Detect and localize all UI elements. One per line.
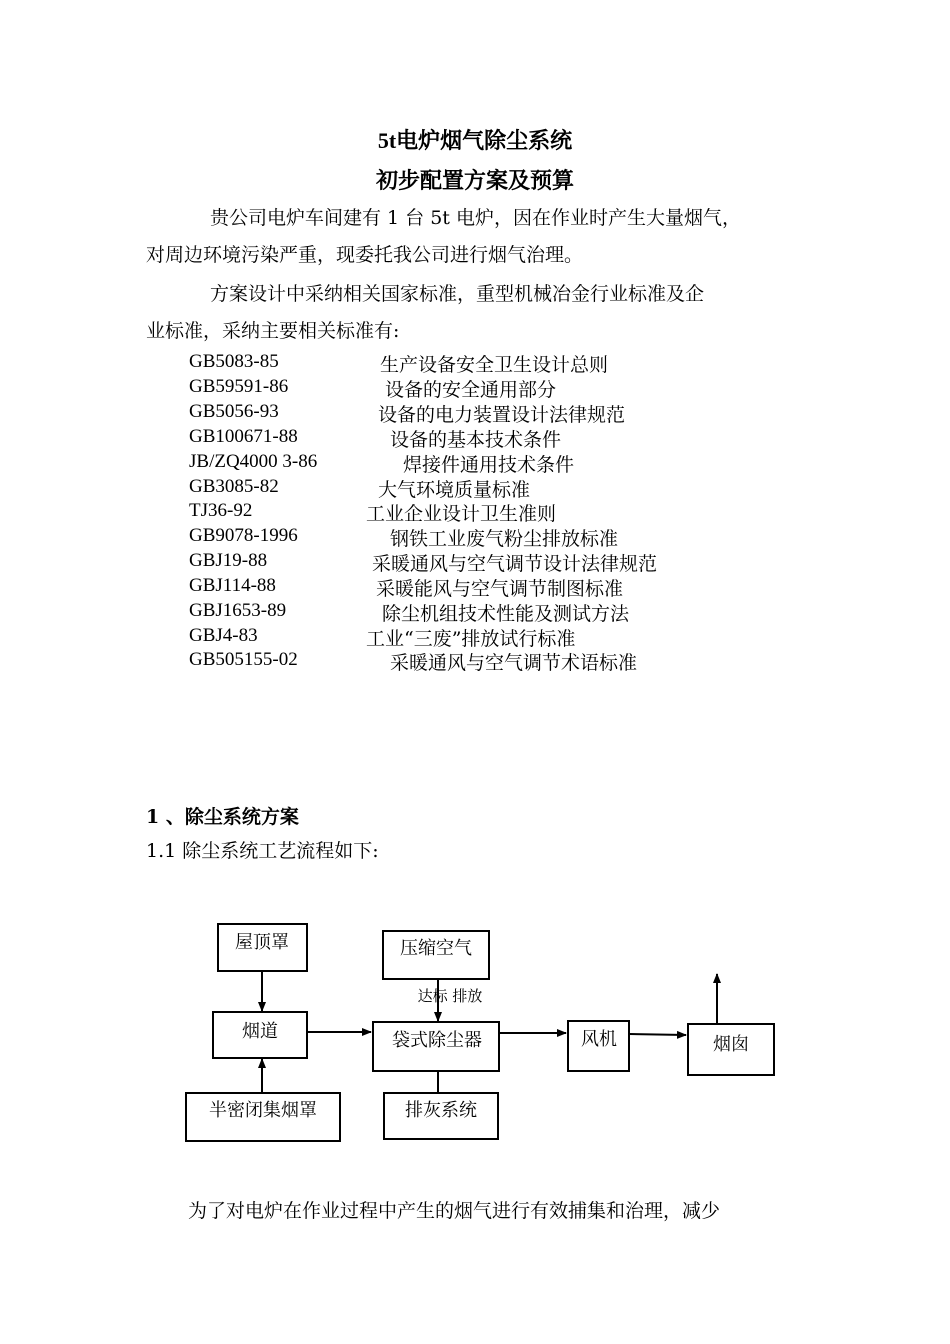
standard-code: GB5083-85	[189, 351, 279, 372]
roof-hood-label: 屋顶罩	[235, 932, 289, 953]
standard-name: 生产设备安全卫生设计总则	[380, 354, 609, 376]
discharge-label: 达标 排放	[417, 987, 483, 1005]
standard-code: GB5056-93	[189, 401, 279, 422]
intro-line-2: 对周边环境污染严重，现委托我公司进行烟气治理。	[146, 244, 584, 266]
standard-name: 设备的基本技术条件	[390, 429, 562, 451]
standard-name: 设备的电力装置设计法律规范	[378, 404, 626, 426]
standard-code: GB59591-86	[189, 376, 289, 397]
duct-label: 烟道	[242, 1021, 278, 1042]
chimney-label: 烟囱	[713, 1034, 749, 1055]
standard-name: 除尘机组技术性能及测试方法	[382, 603, 630, 625]
closing-line: 为了对电炉在作业过程中产生的烟气进行有效捕集和治理，减少	[188, 1200, 721, 1222]
semi-hood-label: 半密闭集烟罩	[209, 1100, 317, 1121]
document-title: 5t电炉烟气除尘系统	[377, 128, 573, 153]
standard-code: JB/ZQ4000 3-86	[189, 451, 318, 472]
standard-name: 工业企业设计卫生准则	[366, 503, 557, 525]
design-line-1: 方案设计中采纳相关国家标准，重型机械冶金行业标准及企	[210, 283, 705, 305]
fan-label: 风机	[581, 1029, 617, 1050]
standard-code: GBJ19-88	[189, 550, 268, 571]
standard-name: 焊接件通用技术条件	[403, 454, 575, 476]
standard-name: 采暖通风与空气调节术语标准	[390, 652, 638, 674]
subsection-heading: 1.1 除尘系统工艺流程如下:	[146, 840, 379, 862]
section-heading: 1 、除尘系统方案	[146, 806, 299, 828]
standard-code: GB505155-02	[189, 649, 298, 670]
intro-line-1: 贵公司电炉车间建有 1 台 5t 电炉，因在作业时产生大量烟气，	[210, 207, 741, 229]
design-line-2: 业标准，采纳主要相关标准有:	[146, 320, 400, 342]
standard-name: 采暖能风与空气调节制图标准	[376, 578, 624, 600]
compressed-air-label: 压缩空气	[400, 938, 472, 959]
standard-code: GBJ4-83	[189, 625, 258, 646]
standard-code: GB100671-88	[189, 426, 298, 447]
standard-name: 采暖通风与空气调节设计法律规范	[372, 553, 658, 575]
standard-name: 大气环境质量标准	[378, 479, 531, 501]
standard-code: GBJ114-88	[189, 575, 276, 596]
standard-name: 设备的安全通用部分	[385, 379, 557, 401]
ash-system-label: 排灰系统	[405, 1100, 477, 1121]
standard-code: GB9078-1996	[189, 525, 298, 546]
document-subtitle: 初步配置方案及预算	[375, 168, 574, 193]
standard-code: TJ36-92	[189, 500, 253, 521]
standard-code: GBJ1653-89	[189, 600, 287, 621]
standard-name: 工业“三废”排放试行标准	[366, 628, 576, 650]
standard-code: GB3085-82	[189, 476, 279, 497]
standard-name: 钢铁工业废气粉尘排放标准	[390, 528, 619, 550]
arrow-fan-to-chimney	[629, 1034, 686, 1035]
bag-filter-label: 袋式除尘器	[392, 1030, 482, 1051]
